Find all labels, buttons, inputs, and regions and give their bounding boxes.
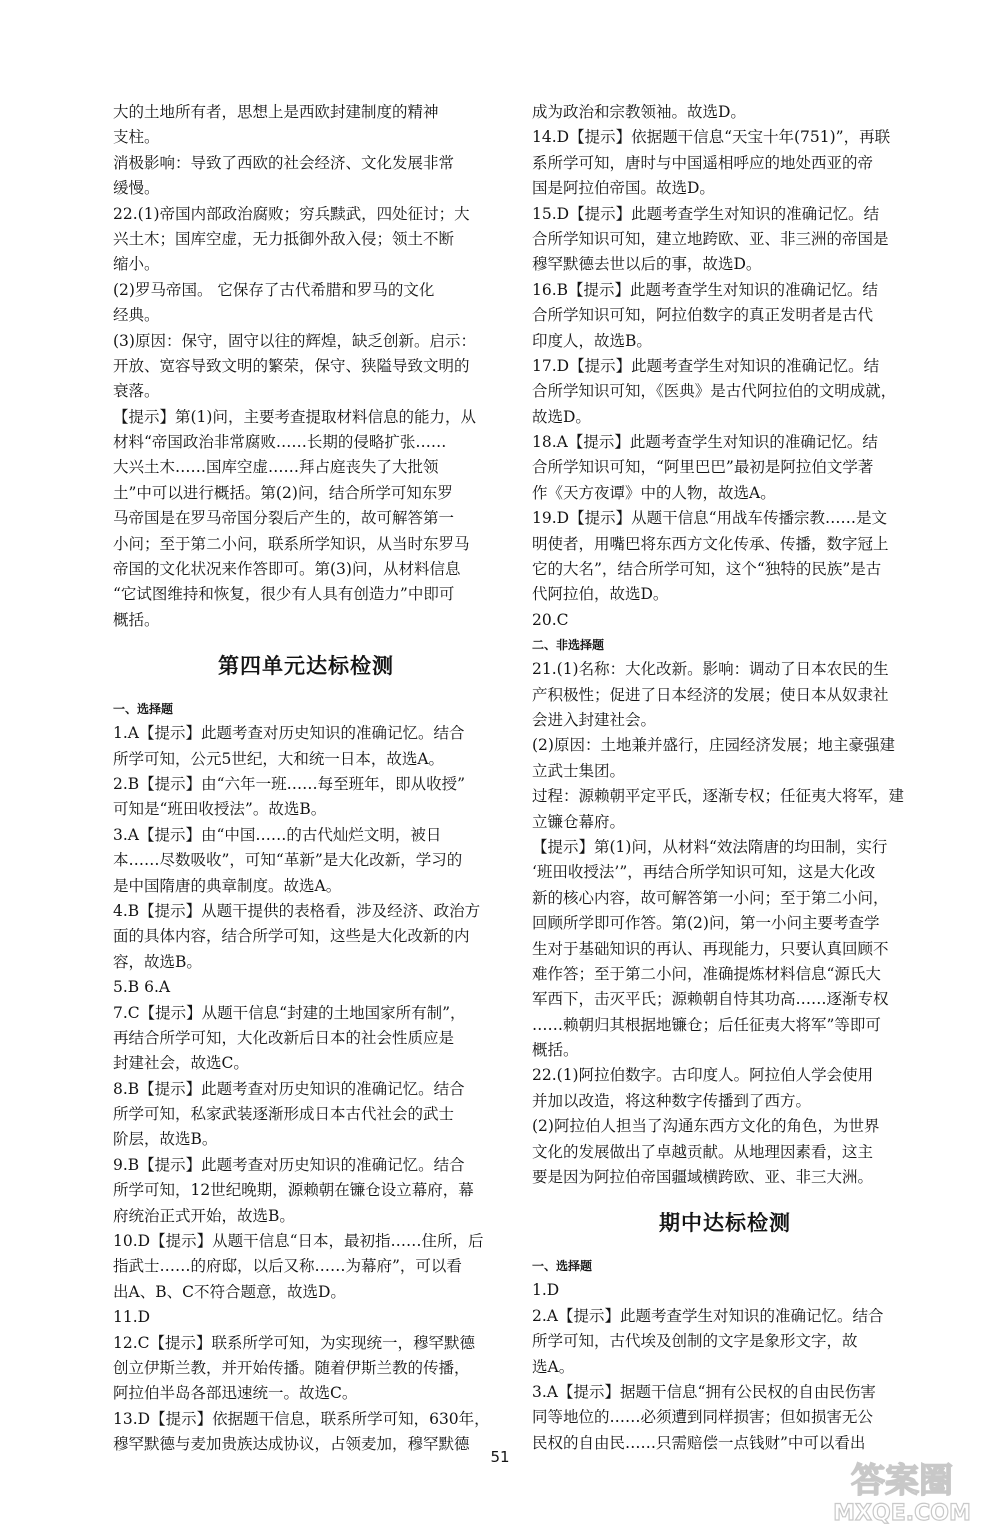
- text-line: 要是因为阿拉伯帝国疆域横跨欧、亚、非三大洲。: [532, 1168, 874, 1187]
- text-line: 穆罕默德与麦加贵族达成协议，占领麦加，穆罕默德: [113, 1435, 470, 1454]
- text-line: 可知是“班田收授法”。故选B。: [113, 800, 327, 819]
- subsection-heading: 一、选择题: [532, 1259, 593, 1274]
- text-line: 选A。: [532, 1357, 575, 1376]
- text-line: 所学可知，12世纪晚期，源赖朝在镰仓设立幕府，幕: [113, 1181, 474, 1200]
- text-line: 1.A【提示】此题考查对历史知识的准确记忆。结合: [113, 724, 465, 743]
- text-line: 大兴土木……国库空虚……拜占庭丧失了大批领: [113, 458, 439, 477]
- watermark-logo: [812, 1452, 992, 1526]
- text-line: 13.D【提示】依据题干信息，联系所学可知，630年，: [113, 1409, 490, 1428]
- text-line: 阿拉伯半岛各部迅速统一。故选C。: [113, 1384, 358, 1403]
- text-line: 成为政治和宗教领袖。故选D。: [532, 103, 746, 121]
- text-line: 立镰仓幕府。: [532, 812, 626, 831]
- watermark-title: 答案圈: [851, 1461, 953, 1501]
- text-line: 【提示】第(1)问，从材料“效法隋唐的均田制，实行: [532, 837, 888, 856]
- text-line: 文化的发展做出了卓越贡献。从地理因素看，这主: [532, 1142, 874, 1161]
- text-line: 立武士集团。: [532, 761, 626, 780]
- text-line: 所学可知，公元5世纪，大和统一日本，故选A。: [113, 749, 445, 768]
- text-line: 产积极性；促进了日本经济的发展；使日本从奴隶社: [532, 685, 889, 704]
- text-line: 难作答；至于第二小问，准确提炼材料信息“源氏大: [532, 964, 881, 983]
- text-line: 本……尽数吸收”，可知“革新”是大化改新，学习的: [113, 851, 463, 870]
- text-line: 代阿拉伯，故选D。: [532, 585, 669, 604]
- text-line: 故选D。: [532, 407, 591, 426]
- page-number: 51: [490, 1448, 510, 1466]
- text-line: 11.D: [113, 1308, 151, 1327]
- text-line: 3.A【提示】由“中国……的古代灿烂文明，被日: [113, 825, 442, 844]
- text-line: ……赖朝归其根据地镰仓；后任征夷大将军”等即可: [532, 1015, 881, 1034]
- text-line: 9.B【提示】此题考查对历史知识的准确记忆。结合: [113, 1155, 465, 1174]
- text-line: 12.C【提示】联系所学可知，为实现统一，穆罕默德: [113, 1333, 476, 1352]
- text-line: (2)原因：土地兼并盛行，庄园经济发展；地主豪强建: [532, 736, 895, 755]
- text-line: 生对于基础知识的再认、再现能力，只要认真回顾不: [532, 939, 889, 958]
- text-line: 是中国隋唐的典章制度。故选A。: [113, 876, 342, 895]
- text-line: 民权的自由民……只需赔偿一点钱财”中可以看出: [532, 1433, 866, 1452]
- text-line: 14.D【提示】依据题干信息“天宝十年(751)”，再联: [532, 128, 891, 147]
- text-line: 8.B【提示】此题考查对历史知识的准确记忆。结合: [113, 1079, 465, 1098]
- text-line: 3.A【提示】据题干信息“拥有公民权的自由民伤害: [532, 1382, 876, 1401]
- text-line: 作《天方夜谭》中的人物，故选A。: [532, 483, 776, 502]
- text-line: 1.D: [532, 1281, 560, 1300]
- text-line: 指武士……的府邸，以后又称……为幕府”，可以看: [113, 1257, 462, 1276]
- text-line: 阶层，故选B。: [113, 1130, 218, 1149]
- text-line: 合所学知识可知，《医典》是古代阿拉伯的文明成就，: [532, 382, 897, 401]
- text-line: 穆罕默德去世以后的事，故选D。: [532, 255, 762, 274]
- text-line: 衰落。: [113, 382, 160, 401]
- right-column: [532, 100, 918, 1456]
- text-line: 22.(1)阿拉伯数字。古印度人。阿拉伯人学会使用: [532, 1066, 874, 1085]
- text-line: 新的核心内容，故可解答第一小问；至于第二小问，: [532, 888, 889, 907]
- text-line: 大的土地所有者，思想上是西欧封建制度的精神: [113, 103, 439, 121]
- text-line: 并加以改造，将这种数字传播到了西方。: [532, 1091, 812, 1110]
- text-line: 过程：源赖朝平定平氏，逐渐专权；任征夷大将军，建: [532, 787, 905, 806]
- text-line: 17.D【提示】此题考查学生对知识的准确记忆。结: [532, 356, 880, 375]
- text-line: 缓慢。: [113, 179, 160, 198]
- text-line: 兴土木；国库空虚，无力抵御外敌入侵；领土不断: [113, 229, 455, 248]
- text-line: 经典。: [113, 306, 160, 325]
- text-line: 开放、宽容导致文明的繁荣，保守、狭隘导致文明的: [113, 356, 470, 375]
- text-line: 系所学可知，唐时与中国遥相呼应的地处西亚的帝: [532, 153, 874, 172]
- text-line: 帝国的文化状况来作答即可。第(3)问，从材料信息: [113, 560, 461, 579]
- text-line: ‘班田收授法’”，再结合所学知识可知，这是大化改: [532, 863, 876, 882]
- text-line: 18.A【提示】此题考查学生对知识的准确记忆。结: [532, 433, 878, 452]
- text-line: 所学可知，私家武装逐渐形成日本古代社会的武士: [113, 1105, 455, 1124]
- text-line: 【提示】第(1)问，主要考查提取材料信息的能力，从: [113, 407, 476, 426]
- text-line: 19.D【提示】从题干信息“用战车传播宗教……是文: [532, 509, 888, 528]
- text-line: 材料“帝国政治非常腐败……长期的侵略扩张……: [113, 433, 447, 452]
- left-column: [113, 100, 499, 1458]
- text-line: 回顾所学即可作答。第(2)问，第一小问主要考查学: [532, 914, 880, 933]
- text-line: 7.C【提示】从题干信息“封建的土地国家所有制”，: [113, 1003, 466, 1022]
- text-line: 所学可知，古代埃及创制的文字是象形文字，故: [532, 1332, 858, 1351]
- text-line: 创立伊斯兰教，并开始传播。随着伊斯兰教的传播，: [113, 1358, 470, 1377]
- text-line: 22.(1)帝国内部政治腐败；穷兵黩武，四处征讨；大: [113, 204, 470, 223]
- text-line: (2)阿拉伯人担当了沟通东西方文化的角色，为世界: [532, 1117, 880, 1136]
- text-line: 再结合所学可知，大化改新后日本的社会性质应是: [113, 1028, 455, 1047]
- text-line: 国是阿拉伯帝国。故选D。: [532, 179, 715, 198]
- text-line: 缩小。: [113, 255, 160, 274]
- subsection-heading: 一、选择题: [113, 702, 174, 717]
- text-line: 15.D【提示】此题考查学生对知识的准确记忆。结: [532, 204, 880, 223]
- text-line: 2.A【提示】此题考查学生对知识的准确记忆。结合: [532, 1306, 884, 1325]
- text-line: 军西下，击灭平氏；源赖朝自恃其功高……逐渐专权: [532, 990, 889, 1009]
- text-line: (2)罗马帝国。 它保存了古代希腊和罗马的文化: [113, 280, 435, 299]
- text-line: 同等地位的……必须遭到同样损害；但如损害无公: [532, 1408, 874, 1427]
- text-line: 合所学知识可知，阿拉伯数字的真正发明者是古代: [532, 306, 874, 325]
- text-line: 概括。: [532, 1041, 579, 1060]
- text-line: 出A、B、C不符合题意，故选D。: [113, 1282, 346, 1301]
- text-line: 容，故选B。: [113, 952, 202, 971]
- text-line: 21.(1)名称：大化改新。影响：调动了日本农民的生: [532, 660, 889, 679]
- text-line: “它试图维持和恢复，很少有人具有创造力”中即可: [113, 585, 455, 604]
- text-line: 合所学知识可知，“阿里巴巴”最初是阿拉伯文学著: [532, 458, 874, 477]
- text-line: 2.B【提示】由“六年一班……每至班年，即从收授”: [113, 774, 466, 793]
- text-line: (3)原因：保守，固守以往的辉煌，缺乏创新。启示：: [113, 331, 476, 350]
- text-line: 明使者，用嘴巴将东西方文化传承、传播，数字冠上: [532, 534, 889, 553]
- text-line: 小问；至于第二小问，联系所学知识，从当时东罗马: [113, 534, 470, 553]
- text-line: 支柱。: [113, 128, 160, 147]
- text-line: 10.D【提示】从题干信息“日本，最初指……住所，后: [113, 1232, 484, 1251]
- text-line: 府统治正式开始，故选B。: [113, 1206, 295, 1225]
- watermark-domain: MXQE.COM: [833, 1501, 971, 1526]
- text-line: 封建社会，故选C。: [113, 1054, 249, 1073]
- text-line: 面的具体内容，结合所学可知，这些是大化改新的内: [113, 927, 470, 946]
- text-line: 印度人，故选B。: [532, 331, 652, 350]
- text-line: 马帝国是在罗马帝国分裂后产生的，故可解答第一: [113, 509, 455, 528]
- text-line: 它的大名”，结合所学可知，这个“独特的民族”是古: [532, 560, 882, 579]
- text-line: 概括。: [113, 610, 160, 629]
- subsection-heading: 二、非选择题: [532, 638, 605, 653]
- text-line: 4.B【提示】从题干提供的表格看，涉及经济、政治方: [113, 901, 481, 920]
- section-heading: 期中达标检测: [659, 1211, 791, 1236]
- text-line: 20.C: [532, 610, 569, 629]
- text-line: 5.B 6.A: [113, 978, 171, 997]
- section-heading: 第四单元达标检测: [218, 654, 394, 679]
- text-line: 合所学知识可知，建立地跨欧、亚、非三洲的帝国是: [532, 229, 889, 248]
- text-line: 会进入封建社会。: [532, 710, 657, 729]
- text-line: 土”中可以进行概括。第(2)问，结合所学可知东罗: [113, 483, 453, 502]
- text-line: 16.B【提示】此题考查学生对知识的准确记忆。结: [532, 280, 879, 299]
- text-line: 消极影响：导致了西欧的社会经济、文化发展非常: [113, 153, 455, 172]
